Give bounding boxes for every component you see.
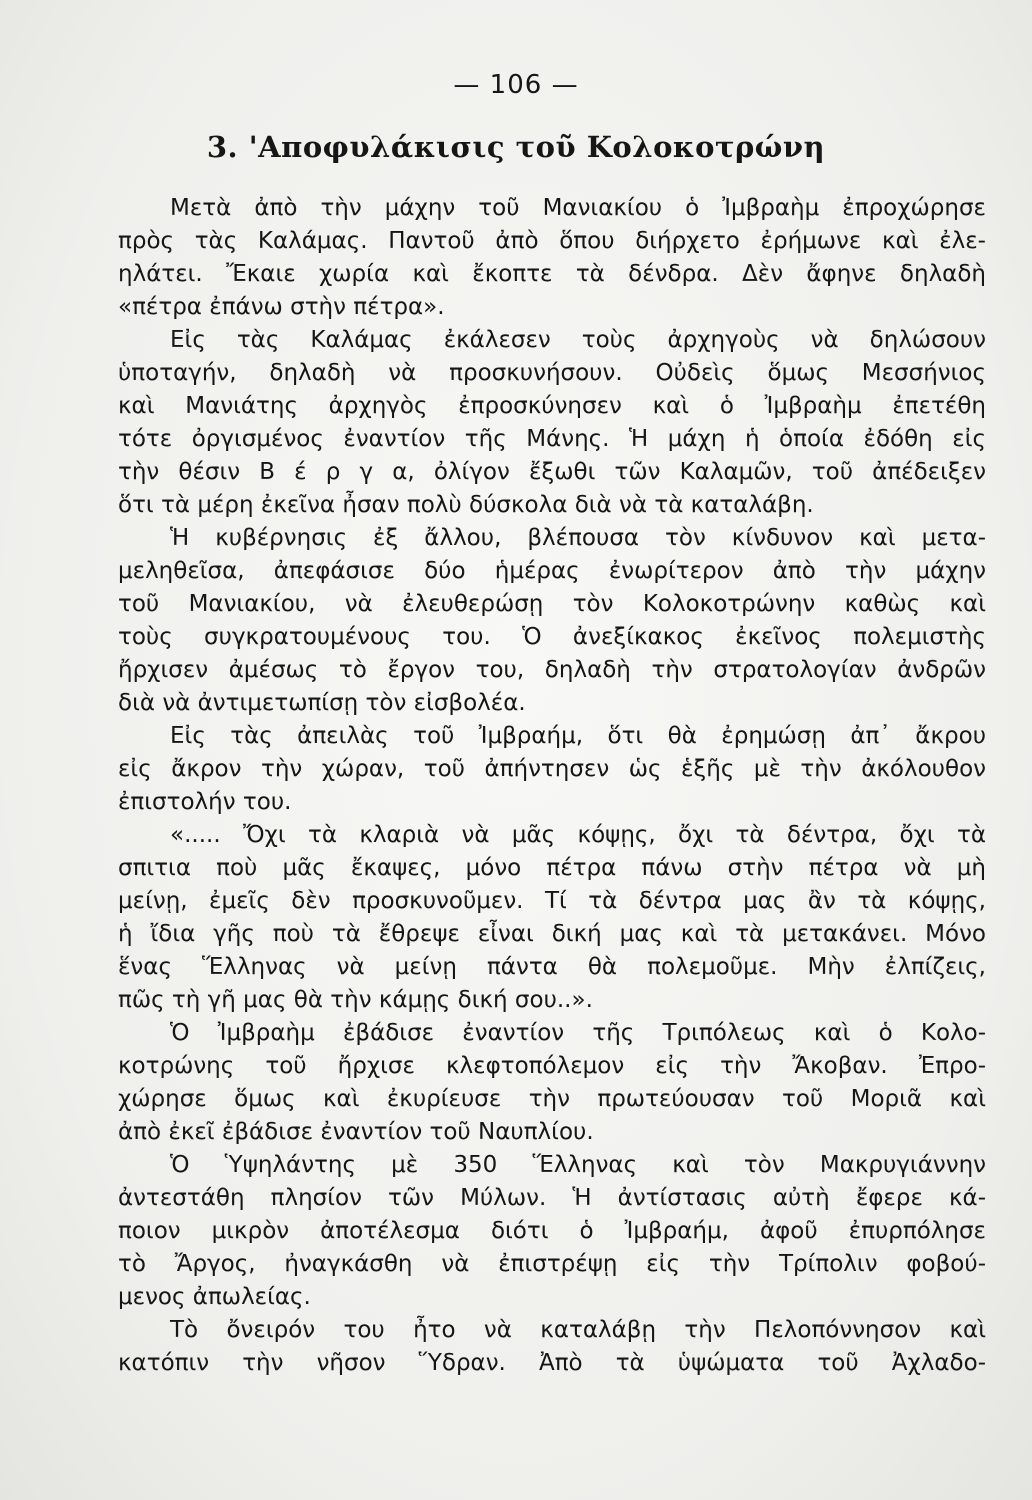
text-line: Μετὰ ἀπὸ τὴν μάχην τοῦ Μανιακίου ὁ Ἰμβραὴμ ἐπροχώρησε [170,195,986,221]
text-line: τοῦ Μανιακίου, νὰ ἐλευθερώσῃ τὸν Κολοκοτρώνην καθὼς καὶ [118,591,986,617]
text-line: μεληθεῖσα, ἀπεφάσισε δύο ἡμέρας ἐνωρίτερον ἀπὸ τὴν μάχην [118,558,986,584]
text-line: ἤρχισεν ἀμέσως τὸ ἔργον του, δηλαδὴ τὴν στρατολογίαν ἀνδρῶν [118,657,986,683]
text-line: τότε ὀργισμένος ἐναντίον τῆς Μάνης. Ἡ μάχη ἡ ὁποία ἐδόθη εἰς [118,426,986,452]
text-line: Ὁ Ὑψηλάντης μὲ 350 Ἕλληνας καὶ τὸν Μακρυγιάννην [170,1152,986,1178]
text-line: Ἡ κυβέρνησις ἐξ ἄλλου, βλέπουσα τὸν κίνδυνον καὶ μετα- [170,525,986,551]
text-line: «..... Ὄχι τὰ κλαριὰ νὰ μᾶς κόψῃς, ὄχι τὰ δέντρα, ὄχι τὰ [170,822,986,848]
page-number: — 106 — [453,70,579,100]
text-line: χώρησε ὅμως καὶ ἐκυρίευσε τὴν πρωτεύουσαν τοῦ Μοριᾶ καὶ [118,1086,986,1112]
text-line: διὰ νὰ ἀντιμετωπίσῃ τὸν εἰσβολέα. [118,690,526,716]
text-line: Εἰς τὰς Καλάμας ἐκάλεσεν τοὺς ἀρχηγοὺς νὰ δηλώσουν [170,327,986,353]
text-line: πρὸς τὰς Καλάμας. Παντοῦ ἀπὸ ὅπου διήρχετο ἐρήμωνε καὶ ἐλε- [118,228,986,254]
text-line: ἀπὸ ἐκεῖ ἐβάδισε ἐναντίον τοῦ Ναυπλίου. [118,1119,594,1145]
chapter-title: 3. 'Αποφυλάκισις τοῦ Κολοκοτρώνη [206,130,826,164]
text-line: πῶς τὴ γῆ μας θὰ τὴν κάμῃς δική σου..». [118,987,593,1013]
text-line: σπιτια ποὺ μᾶς ἔκαψες, μόνο πέτρα πάνω στὴν πέτρα νὰ μὴ [118,855,986,881]
text-line: ὑποταγήν, δηλαδὴ νὰ προσκυνήσουν. Οὐδεὶς ὅμως Μεσσήνιος [118,360,986,386]
text-line: ποιον μικρὸν ἀποτέλεσμα διότι ὁ Ἰμβραήμ, ἀφοῦ ἐπυρπόλησε [118,1218,986,1244]
text-line: ηλάτει. Ἔκαιε χωρία καὶ ἔκοπτε τὰ δένδρα. Δὲν ἄφηνε δηλαδὴ [118,261,986,287]
text-line: τὴν θέσιν Β έ ρ γ α, ὀλίγον ἔξωθι τῶν Καλαμῶν, τοῦ ἀπέδειξεν [118,459,986,485]
text-line: τοὺς συγκρατουμένους του. Ὁ ἀνεξίκακος ἐκεῖνος πολεμιστὴς [118,624,986,650]
text-line: ἀντεστάθη πλησίον τῶν Μύλων. Ἡ ἀντίστασις αὐτὴ ἔφερε κά- [118,1185,986,1211]
text-line: κατόπιν τὴν νῆσον Ὕδραν. Ἀπὸ τὰ ὑψώματα τοῦ Ἀχλαδο- [118,1350,986,1376]
text-line: καὶ Μανιάτης ἀρχηγὸς ἐπροσκύνησεν καὶ ὁ Ἰμβραὴμ ἐπετέθη [118,393,986,419]
text-line: Ὁ Ἰμβραὴμ ἐβάδισε ἐναντίον τῆς Τριπόλεως καὶ ὁ Κολο- [170,1020,986,1046]
text-line: ἕνας Ἕλληνας νὰ μείνῃ πάντα θὰ πολεμοῦμε. Μὴν ἐλπίζεις, [118,954,986,980]
text-line: «πέτρα ἐπάνω στὴν πέτρα». [118,294,445,320]
body-text [118,192,986,1380]
text-line: μείνῃ, ἐμεῖς δὲν προσκυνοῦμεν. Τί τὰ δέντρα μας ἂν τὰ κόψῃς, [118,888,986,914]
text-line: ἡ ἴδια γῆς ποὺ τὰ ἔθρεψε εἶναι δική μας καὶ τὰ μετακάνει. Μόνο [118,921,986,947]
text-line: ἐπιστολήν του. [118,789,292,815]
text-line: ὅτι τὰ μέρη ἐκεῖνα ἦσαν πολὺ δύσκολα διὰ νὰ τὰ καταλάβη. [118,492,814,518]
text-line: εἰς ἄκρον τὴν χώραν, τοῦ ἀπήντησεν ὡς ἑξῆς μὲ τὴν ἀκόλουθον [118,756,986,782]
text-line: Τὸ ὄνειρόν του ἦτο νὰ καταλάβῃ τὴν Πελοπόννησον καὶ [170,1317,986,1343]
text-line: μενος ἀπωλείας. [118,1284,311,1310]
text-line: Εἰς τὰς ἀπειλὰς τοῦ Ἰμβραήμ, ὅτι θὰ ἐρημώσῃ ἀπ᾿ ἄκρου [170,723,986,749]
text-line: τὸ Ἄργος, ἠναγκάσθη νὰ ἐπιστρέψῃ εἰς τὴν Τρίπολιν φοβού- [118,1251,986,1277]
text-line: κοτρώνης τοῦ ἤρχισε κλεφτοπόλεμον εἰς τὴν Ἄκοβαν. Ἐπρο- [118,1053,986,1079]
